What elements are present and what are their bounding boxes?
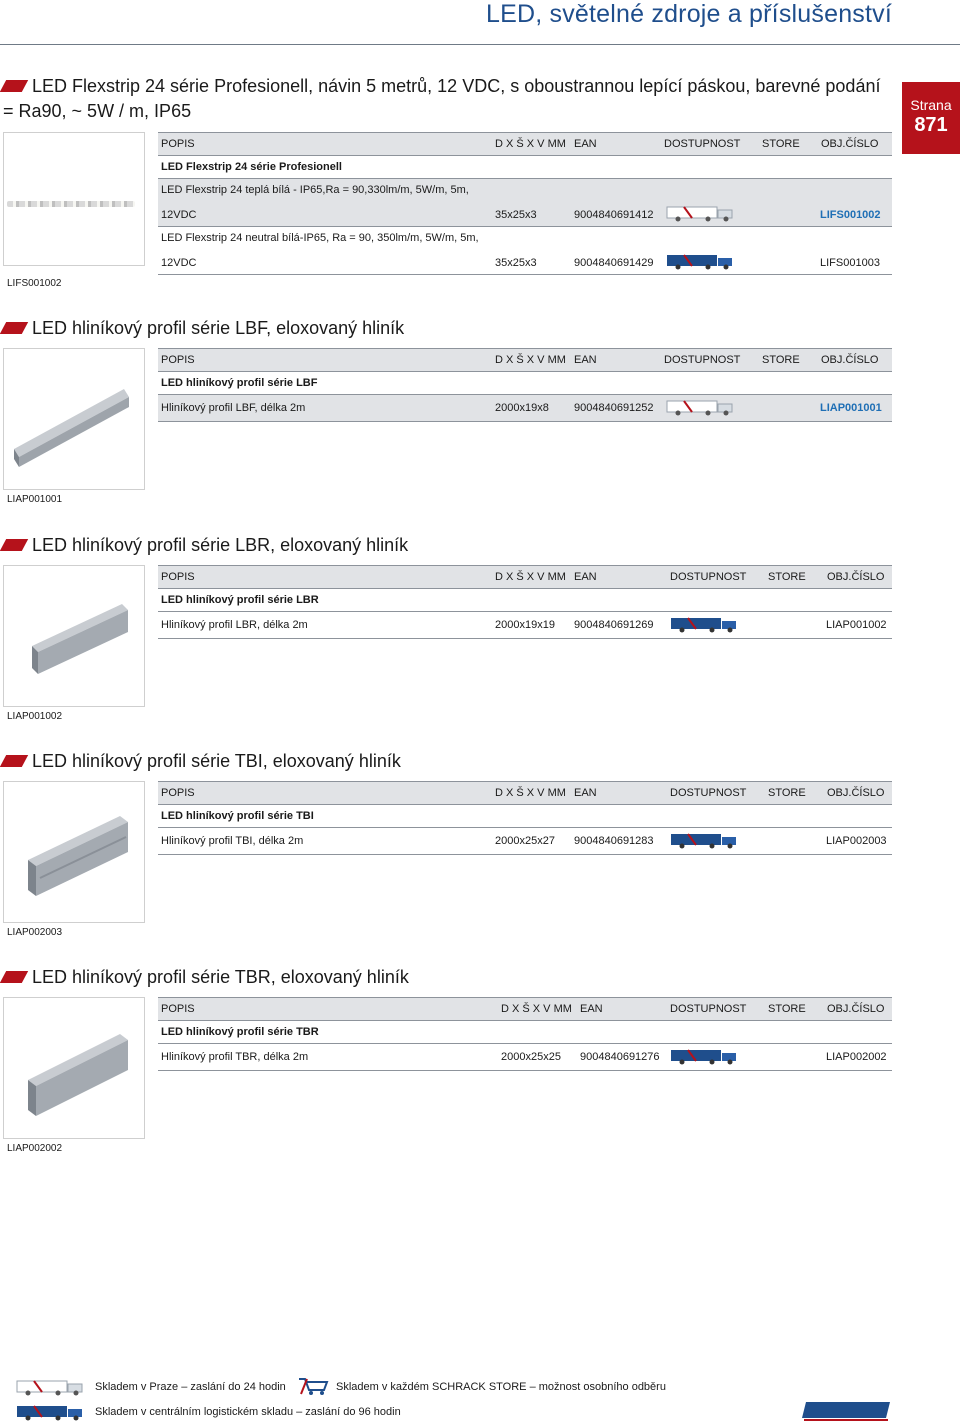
row-desc: LED Flexstrip 24 teplá bílá - IP65,Ra = 90,330lm/m, 5W/m, 5m, xyxy=(161,184,469,196)
row-desc-voltage: 12VDC xyxy=(161,209,197,221)
order-code-link[interactable]: LIFS001002 xyxy=(820,209,881,221)
page-number-tab xyxy=(902,82,960,154)
row-desc-voltage: 12VDC xyxy=(161,257,197,269)
group-label: LED hliníkový profil série LBF xyxy=(161,377,318,389)
col-store: STORE xyxy=(762,138,800,150)
section-title: LED hliníkový profil série LBR, eloxovaný hliník xyxy=(32,535,409,555)
order-code[interactable]: LIFS001003 xyxy=(820,257,880,269)
row-dims: 2000x19x8 xyxy=(495,402,549,414)
product-image xyxy=(3,781,145,923)
prague-truck-icon xyxy=(666,204,736,222)
central-truck-icon xyxy=(666,252,736,270)
col-dims: D X Š X V MM xyxy=(501,1003,572,1015)
group-label: LED hliníkový profil série TBR xyxy=(161,1026,319,1038)
row-dims: 2000x25x27 xyxy=(495,835,555,847)
group-row xyxy=(158,372,892,395)
prague-truck-icon xyxy=(666,398,736,416)
row-ean: 9004840691276 xyxy=(580,1051,660,1063)
aluminium-profile-image xyxy=(4,566,144,706)
col-dostupnost: DOSTUPNOST xyxy=(670,1003,747,1015)
schrack-logo-mark xyxy=(802,1400,892,1424)
group-row xyxy=(158,156,892,179)
aluminium-profile-image xyxy=(4,998,144,1138)
col-store: STORE xyxy=(768,1003,806,1015)
image-code: LIAP001001 xyxy=(7,494,63,505)
section-bullet-icon xyxy=(0,971,28,983)
col-dostupnost: DOSTUPNOST xyxy=(664,138,741,150)
product-image xyxy=(3,132,145,266)
col-dostupnost: DOSTUPNOST xyxy=(670,787,747,799)
legend-prague: Skladem v Praze – zaslání do 24 hodin xyxy=(95,1381,286,1393)
col-ean: EAN xyxy=(574,787,597,799)
row-ean: 9004840691252 xyxy=(574,402,654,414)
row-dims: 35x25x3 xyxy=(495,209,537,221)
row-ean: 9004840691412 xyxy=(574,209,654,221)
central-truck-icon xyxy=(16,1403,86,1421)
col-ean: EAN xyxy=(580,1003,603,1015)
row-desc: Hliníkový profil LBF, délka 2m xyxy=(161,402,306,414)
col-obj: OBJ.ČÍSLO xyxy=(827,787,885,799)
col-dims: D X Š X V MM xyxy=(495,354,566,366)
product-image xyxy=(3,565,145,707)
aluminium-profile-image xyxy=(4,782,144,922)
row-ean: 9004840691269 xyxy=(574,619,654,631)
section-title-continued: = Ra90, ~ 5W / m, IP65 xyxy=(3,101,192,121)
col-obj: OBJ.ČÍSLO xyxy=(827,571,885,583)
row-dims: 2000x19x19 xyxy=(495,619,555,631)
section-title: LED hliníkový profil série TBR, eloxovaný hliník xyxy=(32,967,409,987)
table-header xyxy=(158,565,892,589)
section-bullet-icon xyxy=(0,755,28,767)
row-ean: 9004840691429 xyxy=(574,257,654,269)
page-tab-label: Strana xyxy=(910,97,952,113)
group-row xyxy=(158,589,892,612)
group-label: LED hliníkový profil série LBR xyxy=(161,594,319,606)
col-ean: EAN xyxy=(574,354,597,366)
availability-legend xyxy=(0,1370,960,1427)
col-popis: POPIS xyxy=(161,138,195,150)
col-dostupnost: DOSTUPNOST xyxy=(670,571,747,583)
legend-central: Skladem v centrálním logistickém skladu – zaslání do 96 hodin xyxy=(95,1406,401,1418)
section-bullet-icon xyxy=(0,322,28,334)
image-code: LIAP002003 xyxy=(7,927,63,938)
section-title: LED hliníkový profil série LBF, eloxovaný hliník xyxy=(32,318,405,338)
col-popis: POPIS xyxy=(161,571,195,583)
row-desc: Hliníkový profil LBR, délka 2m xyxy=(161,619,308,631)
page-title: LED, světelné zdroje a příslušenství xyxy=(485,0,892,28)
image-code: LIFS001002 xyxy=(7,278,62,289)
section-bullet-icon xyxy=(0,80,28,92)
col-dims: D X Š X V MM xyxy=(495,571,566,583)
header-divider xyxy=(0,44,960,45)
table-row xyxy=(158,1044,892,1071)
legend-store: Skladem v každém SCHRACK STORE – možnost osobního odběru xyxy=(336,1381,666,1393)
table-row xyxy=(158,828,892,855)
central-truck-icon xyxy=(670,615,740,633)
group-row xyxy=(158,1021,892,1044)
col-popis: POPIS xyxy=(161,787,195,799)
col-dims: D X Š X V MM xyxy=(495,138,566,150)
order-code[interactable]: LIAP002002 xyxy=(826,1051,887,1063)
col-dostupnost: DOSTUPNOST xyxy=(664,354,741,366)
prague-truck-icon xyxy=(16,1378,86,1396)
col-ean: EAN xyxy=(574,571,597,583)
table-header xyxy=(158,132,892,156)
row-dims: 2000x25x25 xyxy=(501,1051,561,1063)
section-title: LED hliníkový profil série TBI, eloxovaný hliník xyxy=(32,751,401,771)
section-title: LED Flexstrip 24 série Profesionell, návin 5 metrů, 12 VDC, s oboustrannou lepící páskou, barevné podání xyxy=(32,76,881,96)
table-row xyxy=(158,395,892,422)
table-header xyxy=(158,997,892,1021)
col-dims: D X Š X V MM xyxy=(495,787,566,799)
aluminium-profile-image xyxy=(4,349,144,489)
col-store: STORE xyxy=(762,354,800,366)
section-bullet-icon xyxy=(0,539,28,551)
group-label: LED Flexstrip 24 série Profesionell xyxy=(161,161,342,173)
led-strip-image xyxy=(7,201,135,207)
row-desc: Hliníkový profil TBI, délka 2m xyxy=(161,835,304,847)
table-header xyxy=(158,348,892,372)
col-popis: POPIS xyxy=(161,1003,195,1015)
row-desc: LED Flexstrip 24 neutral bílá-IP65, Ra = 90, 350lm/m, 5W/m, 5m, xyxy=(161,232,479,244)
order-code-link[interactable]: LIAP001001 xyxy=(820,402,882,414)
central-truck-icon xyxy=(670,1047,740,1065)
product-image xyxy=(3,348,145,490)
group-row xyxy=(158,805,892,828)
product-image xyxy=(3,997,145,1139)
table-row xyxy=(158,612,892,639)
row-dims: 35x25x3 xyxy=(495,257,537,269)
col-obj: OBJ.ČÍSLO xyxy=(821,354,879,366)
row-desc: Hliníkový profil TBR, délka 2m xyxy=(161,1051,309,1063)
image-code: LIAP001002 xyxy=(7,711,63,722)
table-row xyxy=(158,179,892,227)
schrack-logo xyxy=(802,1400,892,1420)
col-ean: EAN xyxy=(574,138,597,150)
table-header xyxy=(158,781,892,805)
col-obj: OBJ.ČÍSLO xyxy=(821,138,879,150)
table-row xyxy=(158,227,892,275)
page-number: 871 xyxy=(914,114,948,136)
col-store: STORE xyxy=(768,787,806,799)
row-ean: 9004840691283 xyxy=(574,835,654,847)
col-store: STORE xyxy=(768,571,806,583)
col-popis: POPIS xyxy=(161,354,195,366)
col-obj: OBJ.ČÍSLO xyxy=(827,1003,885,1015)
order-code[interactable]: LIAP002003 xyxy=(826,835,887,847)
image-code: LIAP002002 xyxy=(7,1143,63,1154)
store-cart-icon xyxy=(296,1376,330,1396)
order-code[interactable]: LIAP001002 xyxy=(826,619,887,631)
group-label: LED hliníkový profil série TBI xyxy=(161,810,314,822)
central-truck-icon xyxy=(670,831,740,849)
